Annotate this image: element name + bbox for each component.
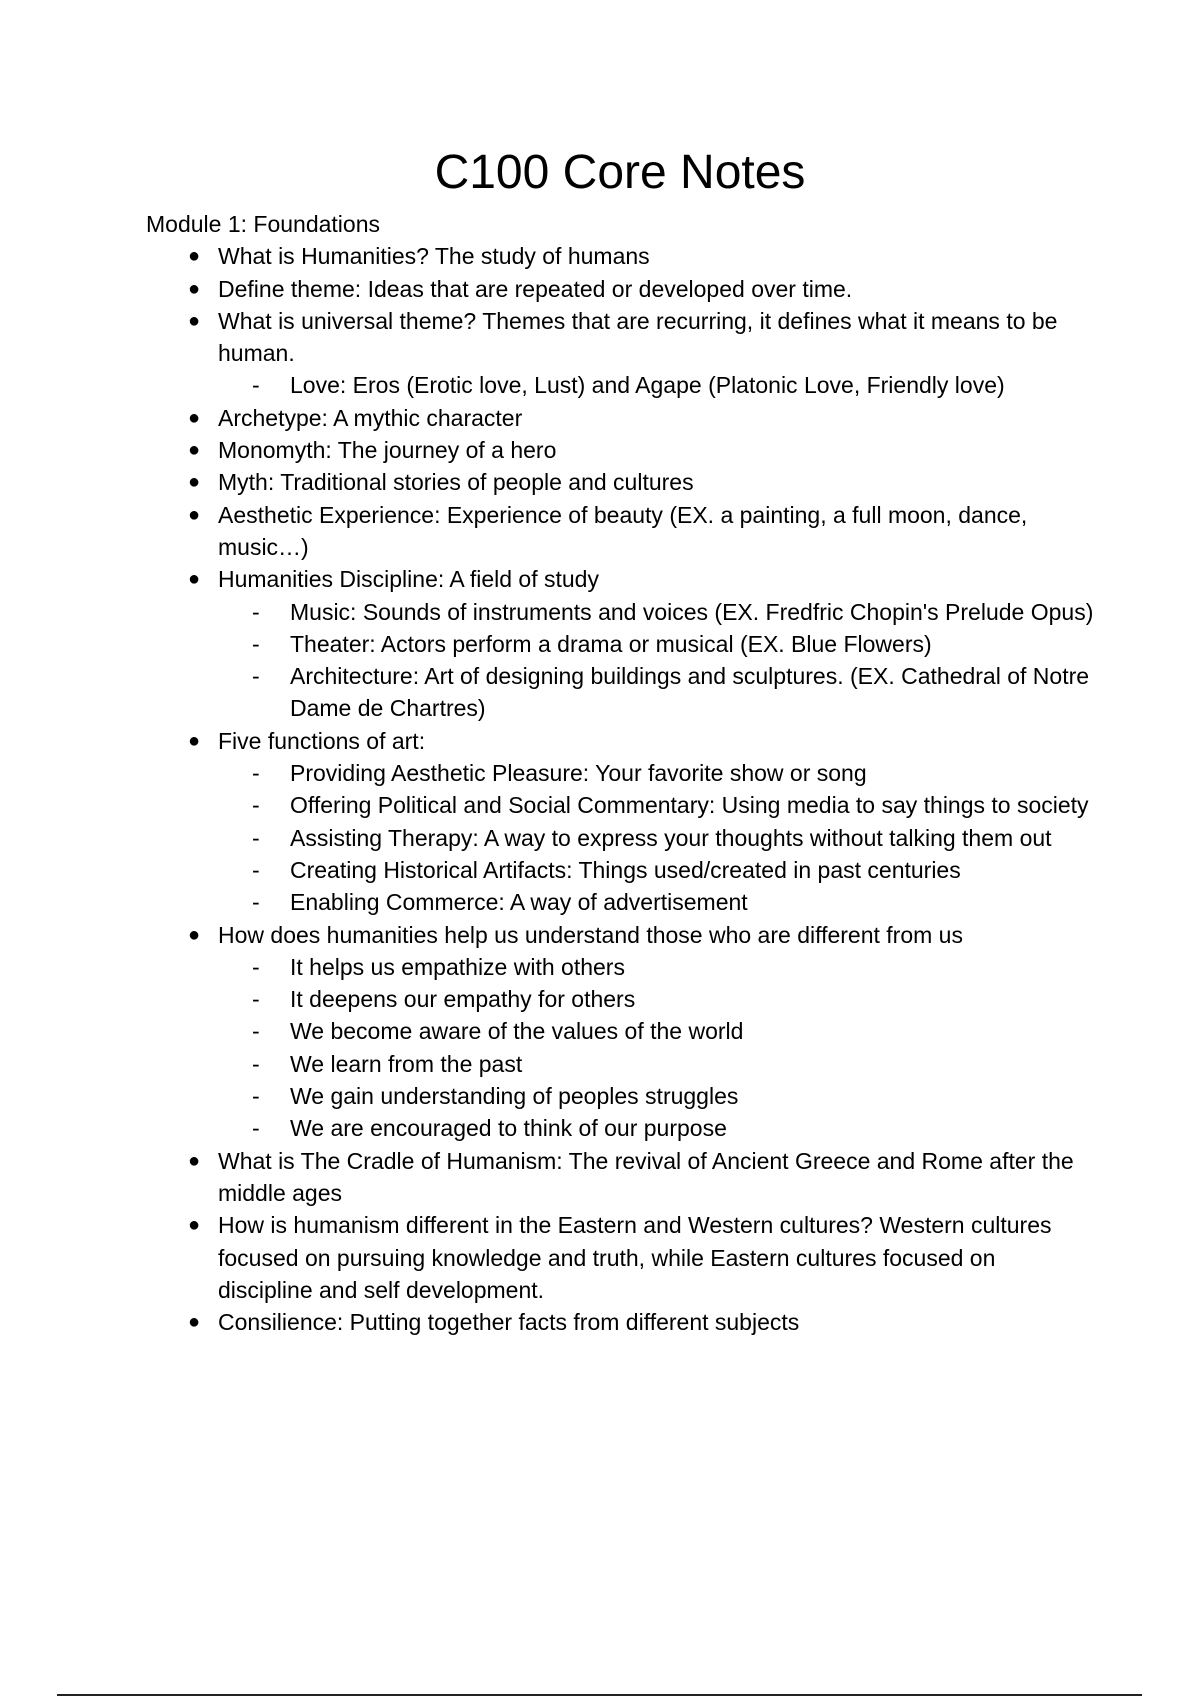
dash-icon: - xyxy=(252,630,260,657)
sub-list-item xyxy=(218,628,1096,660)
dash-icon: - xyxy=(252,1083,260,1110)
notes-content xyxy=(146,208,1096,1338)
dash-icon: - xyxy=(252,792,260,819)
sub-list-item xyxy=(218,660,1096,725)
sub-list-item-text: We are encouraged to think of our purpose xyxy=(290,1115,727,1142)
bullet-icon: ● xyxy=(187,1149,201,1172)
dash-icon: - xyxy=(252,372,260,399)
list-item xyxy=(146,725,1096,919)
list-item xyxy=(146,273,1096,305)
dash-icon: - xyxy=(252,953,260,980)
list-item-text: Aesthetic Experience: Experience of beauty (EX. a painting, a full moon, dance, music…) xyxy=(218,501,1028,560)
sub-list xyxy=(218,951,1096,1145)
sub-list-item-text: Providing Aesthetic Pleasure: Your favorite show or song xyxy=(290,760,867,787)
sub-list-item xyxy=(218,1048,1096,1080)
bullet-icon: ● xyxy=(187,245,201,268)
dash-icon: - xyxy=(252,856,260,883)
sub-list-item xyxy=(218,1080,1096,1112)
sub-list xyxy=(218,369,1096,401)
list-item-text: What is The Cradle of Humanism: The revival of Ancient Greece and Rome after the middle ages xyxy=(218,1147,1074,1206)
dash-icon: - xyxy=(252,824,260,851)
page-title: C100 Core Notes xyxy=(434,146,806,199)
list-item-text: Humanities Discipline: A field of study xyxy=(218,566,599,593)
list-item-text: What is Humanities? The study of humans xyxy=(218,243,650,270)
bullet-icon: ● xyxy=(187,503,201,526)
list-item-text: How does humanities help us understand those who are different from us xyxy=(218,921,963,948)
sub-list-item-text: It helps us empathize with others xyxy=(290,953,625,980)
sub-list-item-text: We learn from the past xyxy=(290,1050,523,1077)
list-item xyxy=(146,563,1096,724)
sub-list-item-text: We gain understanding of peoples struggles xyxy=(290,1083,739,1110)
sub-list-item-text: Theater: Actors perform a drama or musical (EX. Blue Flowers) xyxy=(290,630,932,657)
sub-list-item-text: Assisting Therapy: A way to express your thoughts without talking them out xyxy=(290,824,1052,851)
list-item xyxy=(146,1209,1096,1306)
sub-list-item-text: Enabling Commerce: A way of advertisement xyxy=(290,889,748,916)
list-item-text: How is humanism different in the Eastern and Western cultures? Western cultures focused on pursuing knowledge and truth, while Eastern cultures focused on discipline and self development. xyxy=(218,1212,1052,1303)
bullet-list xyxy=(146,240,1096,1338)
bullet-icon: ● xyxy=(187,406,201,429)
sub-list-item xyxy=(218,983,1096,1015)
sub-list-item-text: We become aware of the values of the world xyxy=(290,1018,744,1045)
list-item-text: Archetype: A mythic character xyxy=(218,404,523,431)
list-item xyxy=(146,919,1096,1145)
sub-list-item-text: Creating Historical Artifacts: Things used/created in past centuries xyxy=(290,856,961,883)
list-item xyxy=(146,1306,1096,1338)
list-item-text: Five functions of art: xyxy=(218,727,426,754)
bullet-icon: ● xyxy=(187,277,201,300)
bullet-icon: ● xyxy=(187,439,201,462)
sub-list-item xyxy=(218,596,1096,628)
list-item-text: Monomyth: The journey of a hero xyxy=(218,437,557,464)
list-item-text: Consilience: Putting together facts from different subjects xyxy=(218,1309,800,1336)
sub-list-item-text: Architecture: Art of designing buildings and sculptures. (EX. Cathedral of Notre Dame de Chartres) xyxy=(290,663,1090,722)
footer-divider xyxy=(57,1694,1142,1696)
list-item xyxy=(146,240,1096,272)
sub-list-item-text: It deepens our empathy for others xyxy=(290,986,636,1013)
sub-list-item xyxy=(218,369,1096,401)
list-item-text: Define theme: Ideas that are repeated or developed over time. xyxy=(218,275,853,302)
dash-icon: - xyxy=(252,663,260,690)
list-item xyxy=(146,466,1096,498)
sub-list-item xyxy=(218,951,1096,983)
list-item-text: What is universal theme? Themes that are recurring, it defines what it means to be human. xyxy=(218,307,1058,367)
dash-icon: - xyxy=(252,889,260,916)
sub-list-item xyxy=(218,789,1096,821)
list-item xyxy=(146,499,1096,564)
sub-list xyxy=(218,596,1096,725)
bullet-icon: ● xyxy=(187,568,201,591)
sub-list-item xyxy=(218,1112,1096,1144)
sub-list-item xyxy=(218,1015,1096,1047)
dash-icon: - xyxy=(252,760,260,787)
list-item xyxy=(146,1145,1096,1210)
list-item xyxy=(146,402,1096,434)
dash-icon: - xyxy=(252,1115,260,1142)
dash-icon: - xyxy=(252,1050,260,1077)
sub-list-item-text: Music: Sounds of instruments and voices (EX. Fredfric Chopin's Prelude Opus) xyxy=(290,598,1094,625)
dash-icon: - xyxy=(252,1018,260,1045)
sub-list-item xyxy=(218,886,1096,918)
sub-list xyxy=(218,757,1096,918)
bullet-icon: ● xyxy=(187,471,201,494)
list-item xyxy=(146,434,1096,466)
bullet-icon: ● xyxy=(187,729,201,752)
dash-icon: - xyxy=(252,598,260,625)
bullet-icon: ● xyxy=(187,1214,201,1237)
bullet-icon: ● xyxy=(187,1311,201,1334)
sub-list-item xyxy=(218,822,1096,854)
bullet-icon: ● xyxy=(187,309,201,332)
dash-icon: - xyxy=(252,986,260,1013)
sub-list-item xyxy=(218,757,1096,789)
sub-list-item xyxy=(218,854,1096,886)
list-item-text: Myth: Traditional stories of people and cultures xyxy=(218,469,694,496)
module-heading: Module 1: Foundations xyxy=(146,211,380,237)
sub-list-item-text: Love: Eros (Erotic love, Lust) and Agape (Platonic Love, Friendly love) xyxy=(290,372,1005,399)
list-item xyxy=(146,305,1096,402)
bullet-icon: ● xyxy=(187,923,201,946)
sub-list-item-text: Offering Political and Social Commentary: Using media to say things to society xyxy=(290,792,1089,819)
